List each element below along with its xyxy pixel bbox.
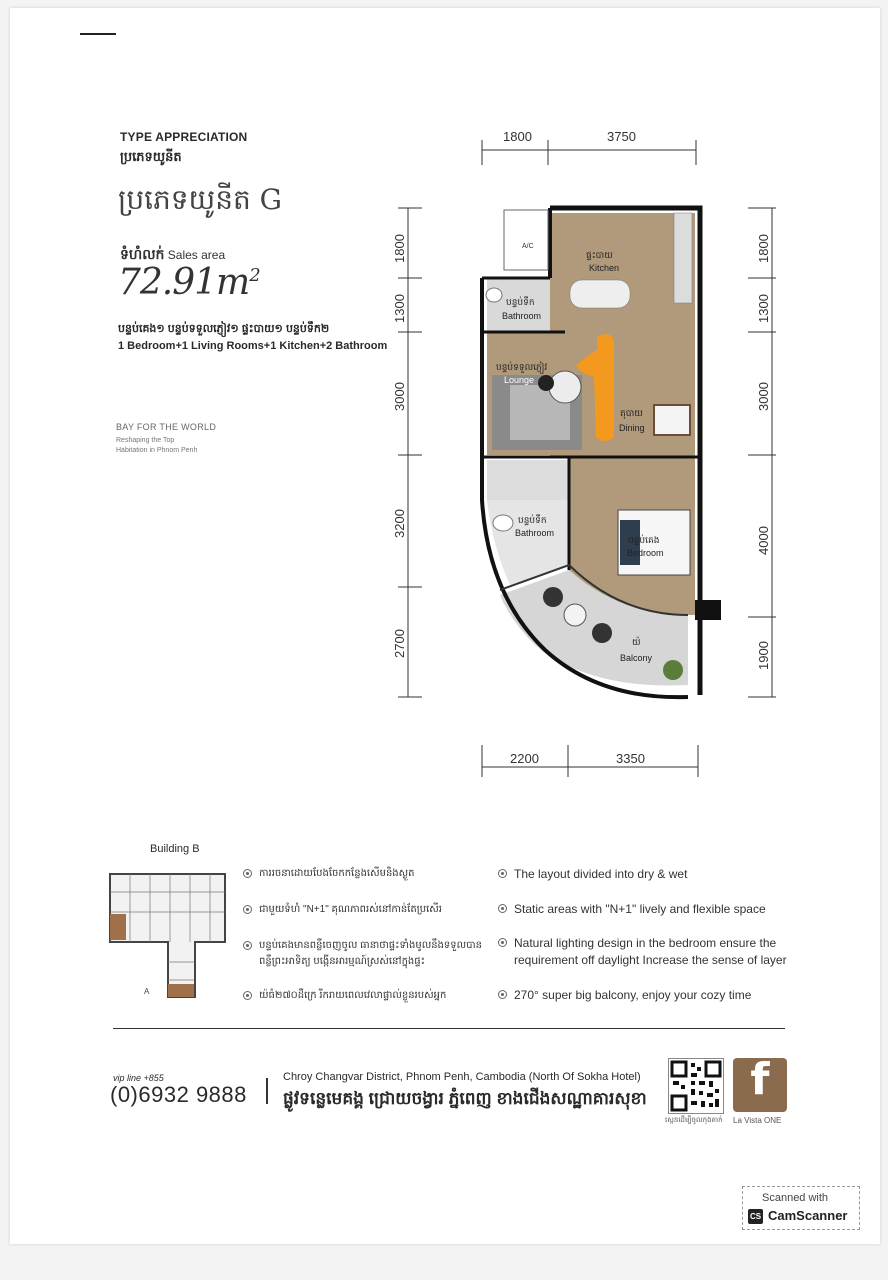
qr-caption: ស្កេនដើម្បីចូលកុងតាក់ — [665, 1117, 723, 1124]
top-rule — [80, 33, 116, 35]
label-balcony-kh: យ៉ — [632, 637, 641, 647]
unit-layout — [482, 208, 721, 697]
tagline-line-2: Habitation in Phnom Penh — [116, 447, 198, 454]
dim-bottom-2: 3350 — [616, 751, 645, 766]
room-description-kh: បន្ទប់គេង១ បន្ទប់ទទួលភ្ញៀវ១ ផ្ទះបាយ១ បន្ទប់ទឹក២ — [118, 323, 330, 335]
feature-en-1: The layout divided into dry & wet — [498, 866, 788, 883]
label-lounge-kh: បន្ទប់ទទួលភ្ញៀវ — [496, 362, 548, 372]
tagline-line-1: Reshaping the Top — [116, 437, 175, 444]
dim-left-2: 1300 — [392, 294, 407, 323]
camscanner-with: Scanned with — [762, 1192, 829, 1204]
area-number: 72.91m — [118, 262, 250, 303]
camscanner-name: CamScanner — [768, 1208, 848, 1223]
label-balcony-en: Balcony — [620, 653, 653, 663]
dim-left-4: 3200 — [392, 509, 407, 538]
feature-kh-3: បន្ទប់គេងមានពន្លឺចេញចូល ធានាថាផ្ទះទាំងមូលនឹងទទួលបានពន្លឺព្រះអាទិត្យ បង្កើនអារម្មណ៍ស្រស់នៅក្នុងផ្ទះ — [243, 938, 488, 970]
footer-divider — [113, 1028, 785, 1029]
room-description-en: 1 Bedroom+1 Living Rooms+1 Kitchen+2 Bathroom — [118, 340, 388, 352]
khmer-subtitle: ប្រភេទយូនីត — [120, 149, 182, 164]
address-en: Chroy Changvar District, Phnom Penh, Cambodia (North Of Sokha Hotel) — [283, 1071, 641, 1083]
address-kh: ផ្លូវទន្លេមេគង្គ ជ្រោយចង្វារ ភ្នំពេញ ខាងជើងសណ្ឋាគារសុខា — [283, 1089, 647, 1108]
label-bath1-en: Bathroom — [502, 311, 542, 321]
feature-kh-4: យ៉ធំ២៧០ដឺក្រេ រីករាយពេលវេលាផ្ទាល់ខ្លួនរបស់អ្នក — [243, 988, 488, 1004]
feature-en-3: Natural lighting design in the bedroom ensure the requirement off daylight Increase the sense of layer — [498, 935, 788, 969]
left-dimension-lines — [398, 208, 422, 697]
dim-right-3: 3000 — [756, 382, 771, 411]
dim-right-4: 4000 — [756, 526, 771, 555]
feature-kh-1: ការរចនាដោយបែងចែកកន្លែងសើមនិងស្ងួត — [243, 866, 488, 882]
label-dining-kh: តុបាយ — [620, 408, 643, 418]
feature-en-2: Static areas with "N+1" lively and flexible space — [498, 901, 788, 918]
building-label: Building B — [150, 843, 200, 855]
qr-code-icon[interactable] — [668, 1058, 724, 1114]
area-superscript: 2 — [249, 265, 260, 286]
right-dimension-lines — [748, 208, 776, 697]
sales-label-en: Sales area — [167, 248, 226, 262]
facebook-f-glyph: f — [750, 1054, 770, 1105]
phone-number[interactable]: (0)6932 9888 — [110, 1082, 247, 1107]
dim-left-1: 1800 — [392, 234, 407, 263]
unit-type-title: ប្រភេទយូនីត G — [118, 183, 283, 216]
dim-left-3: 3000 — [392, 382, 407, 411]
floor-plan-drawing — [370, 125, 800, 785]
dim-right-5: 1900 — [756, 641, 771, 670]
feature-kh-2: ជាមួយទំហំ "N+1" គុណភាពរស់នៅកាន់តែប្រសើរ — [243, 902, 488, 918]
label-bath1-kh: បន្ទប់ទឹក — [506, 297, 535, 307]
sales-label-kh: ទំហំលក់ — [120, 246, 165, 262]
facebook-caption: La Vista ONE — [733, 1116, 782, 1125]
dim-top-1: 1800 — [503, 129, 532, 144]
floor-plan — [370, 125, 800, 785]
camscanner-icon: CS — [748, 1209, 763, 1224]
dim-right-1: 1800 — [756, 234, 771, 263]
label-kitchen-en: Kitchen — [589, 263, 620, 273]
eyebrow-title: TYPE APPRECIATION — [120, 130, 248, 144]
sales-area-value — [118, 262, 260, 303]
svg-text:A: A — [144, 987, 150, 996]
feature-en-4: 270° super big balcony, enjoy your cozy time — [498, 987, 788, 1004]
dim-left-5: 2700 — [392, 629, 407, 658]
footer-separator — [266, 1078, 268, 1104]
label-lounge-en: Lounge — [504, 375, 535, 385]
label-bedroom-en: Bedroom — [627, 548, 664, 558]
label-bedroom-kh: បន្ទប់គេង — [628, 535, 660, 545]
hotline-label: vip line +855 — [113, 1073, 164, 1083]
dim-top-2: 3750 — [607, 129, 636, 144]
dim-bottom-1: 2200 — [510, 751, 539, 766]
tagline-title: BAY FOR THE WORLD — [116, 422, 217, 432]
label-kitchen-kh: ផ្ទះបាយ — [586, 250, 613, 260]
label-bath2-kh: បន្ទប់ទឹក — [518, 515, 547, 525]
label-ac: A/C — [522, 243, 534, 250]
label-bath2-en: Bathroom — [515, 528, 555, 538]
label-dining-en: Dining — [619, 423, 645, 433]
dim-right-2: 1300 — [756, 294, 771, 323]
building-site-map — [100, 862, 235, 1007]
